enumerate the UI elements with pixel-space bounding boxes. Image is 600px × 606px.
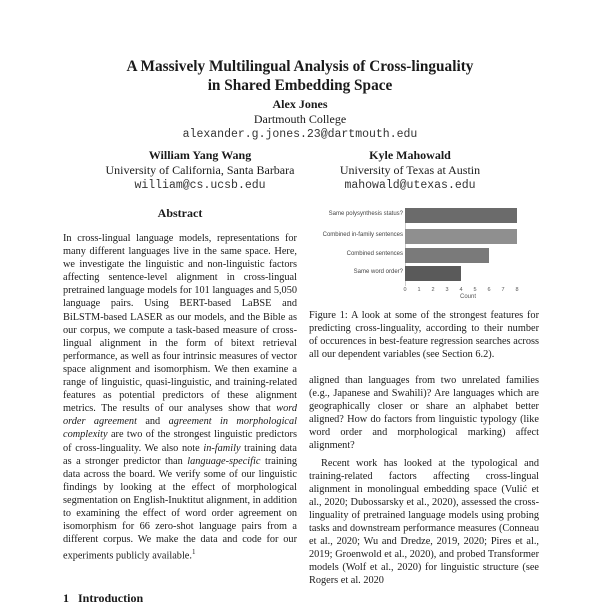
x-tick: 2 (431, 287, 435, 293)
author-affiliation: University of Texas at Austin (339, 163, 481, 177)
author-name: Kyle Mahowald (369, 148, 451, 162)
author-name: Alex Jones (272, 97, 328, 111)
bar (405, 266, 461, 281)
bar (405, 248, 489, 263)
intro-paragraph-1: aligned than languages from two unrelated families (e.g., Japanese and Swahili)? Are languages which are geographically closer or share an alphabet better aligned? How do factors from linguistic typology (like word order and morphological marking) affect alignment? (309, 375, 539, 452)
x-tick: 6 (487, 287, 491, 293)
x-tick: 1 (417, 287, 421, 293)
figure-1-chart (300, 200, 530, 300)
x-tick: 4 (459, 287, 463, 293)
figure-1-caption: Figure 1: A look at some of the strongest features for predicting cross-linguality, according to their number of occurences in best-feature regression searches across all our dependent variables (see Section 6.2). (309, 310, 539, 361)
x-tick: 8 (515, 287, 519, 293)
x-tick: 7 (501, 287, 505, 293)
x-tick: 5 (473, 287, 477, 293)
abstract-body (63, 232, 297, 563)
author-block-3 (320, 148, 500, 193)
right-column-body (309, 374, 539, 588)
chart-bar-row (300, 266, 530, 281)
x-axis-label: Count (460, 294, 477, 300)
bar-label: Combined in-family sentences (322, 232, 403, 238)
bar-label: Same polysynthesis status? (328, 211, 403, 217)
x-tick: 0 (403, 287, 407, 293)
chart-bar-row (300, 248, 530, 263)
footnote-mark[interactable]: 1 (191, 548, 196, 557)
author-affiliation: University of California, Santa Barbara (105, 163, 295, 177)
author-email: william@cs.ucsb.edu (134, 179, 266, 192)
intro-paragraph-2: Recent work has looked at the typological and training-related factors affecting cross-lingual alignment in monolingual embedding space (Vulić et al., 2020; Dubossarsky et al., 2020), assessed the cross-linguality of pretrained language models using probing tasks and downstream performance measures (Conneau et al., 2020; Wu and Dredze, 2019, 2020; Pires et al., 2019; Groenwold et al., 2020), and probed Transformer models (Wolf et al., 2020) for linguistic structure (see Rogers et al. 2020 (309, 457, 539, 587)
paper-title (0, 57, 600, 95)
title-line-1: A Massively Multilingual Analysis of Cross-linguality (126, 58, 474, 75)
author-block-1 (0, 97, 600, 142)
x-tick: 3 (445, 287, 449, 293)
author-affiliation: Dartmouth College (253, 112, 347, 126)
author-name: William Yang Wang (148, 148, 252, 162)
bar (405, 229, 517, 244)
author-block-2 (90, 148, 310, 193)
abstract-text: In cross-lingual language models, representations for many different languages live in the same space. Here, we investigate the linguistic and non-linguistic factors affecting sentence-level alignment in cross-lingual pretrained language models for 101 languages and 5,050 language pairs. Using BERT-based LaBSE and BiLSTM-based LASER as our models, and the Bible as our corpus, we compute a task-based measure of cross-lingual alignment in the form of bitext retrieval performance, as well as four intrinsic measures of vector space alignment and isomorphism. We then examine a range of linguistic, quasi-linguistic, and training-related features as potential predictors of these alignment metrics. The results of our analyses show that word order agreement and agreement in morphological complexity are two of the strongest linguistic predictors of cross-linguality. We also note in-family training data as a stronger predictor than language-specific training data across the board. We verify some of our linguistic findings by looking at the effect of morphological segmentation on English-Inuktitut alignment, in addition to examining the effect of word order agreement on isomorphism for 66 zero-shot language pairs from a different corpus. We make the data and code for our experiments publicly available.$^1$ (63, 233, 298, 562)
chart-bar-row (300, 208, 530, 223)
bar-label: Combined sentences (346, 251, 403, 257)
title-line-2: in Shared Embedding Space (207, 77, 393, 94)
bar-label: Same word order? (353, 269, 403, 275)
chart-bar-row (300, 229, 530, 244)
section-heading-introduction: 1 Introduction (63, 591, 144, 605)
bar (405, 208, 517, 223)
author-email: mahowald@utexas.edu (344, 179, 476, 192)
author-email: alexander.g.jones.23@dartmouth.edu (182, 128, 418, 141)
abstract-heading: Abstract (157, 206, 203, 220)
